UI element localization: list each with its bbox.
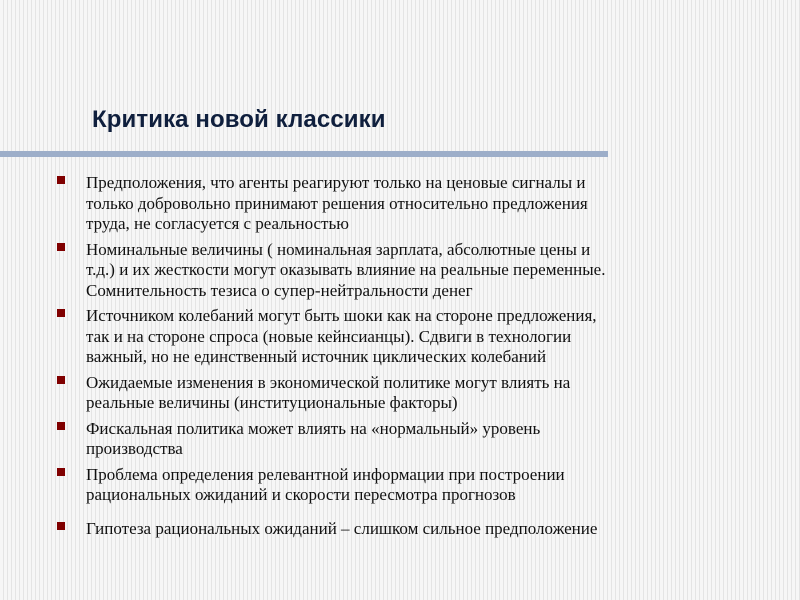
bullet-text: Фискальная политика может влиять на «нормальный» уровень производства bbox=[86, 418, 541, 458]
bullet-item bbox=[56, 373, 786, 414]
bullet-text: Номинальные величины ( номинальная зарплата, абсолютные цены и т.д.) и их жесткости могут оказывать влияние на реальные переменные. Сомнительность тезиса о супер-нейтральности денег bbox=[86, 239, 606, 300]
square-bullet-icon bbox=[57, 243, 65, 251]
slide-title: Критика новой классики bbox=[92, 106, 386, 133]
bullet-list bbox=[56, 173, 786, 544]
bullet-text: Гипотеза рациональных ожиданий – слишком сильное предположение bbox=[86, 518, 598, 538]
bullet-text: Проблема определения релевантной информации при построении рациональных ожиданий и скорости пересмотра прогнозов bbox=[86, 464, 565, 504]
square-bullet-icon bbox=[57, 309, 65, 317]
square-bullet-icon bbox=[57, 176, 65, 184]
square-bullet-icon bbox=[57, 422, 65, 430]
square-bullet-icon bbox=[57, 522, 65, 530]
square-bullet-icon bbox=[57, 376, 65, 384]
bullet-item bbox=[56, 306, 786, 368]
square-bullet-icon bbox=[57, 468, 65, 476]
bullet-text: Предположения, что агенты реагируют только на ценовые сигналы и только добровольно принимают решения относительно предложения труда, не согласуется с реальностью bbox=[86, 173, 588, 233]
bullet-text: Источником колебаний могут быть шоки как на стороне предложения, так и на стороне спроса (новые кейнсианцы). Сдвиги в технологии важный, но не единственный источник циклических колебаний bbox=[86, 306, 597, 366]
bullet-item bbox=[56, 240, 786, 302]
bullet-item bbox=[56, 419, 786, 460]
title-underline bbox=[0, 151, 608, 157]
bullet-item bbox=[56, 173, 786, 235]
bullet-item bbox=[56, 519, 786, 540]
bullet-item bbox=[56, 465, 786, 506]
bullet-text: Ожидаемые изменения в экономической политике могут влиять на реальные величины (институциональные факторы) bbox=[86, 372, 571, 412]
